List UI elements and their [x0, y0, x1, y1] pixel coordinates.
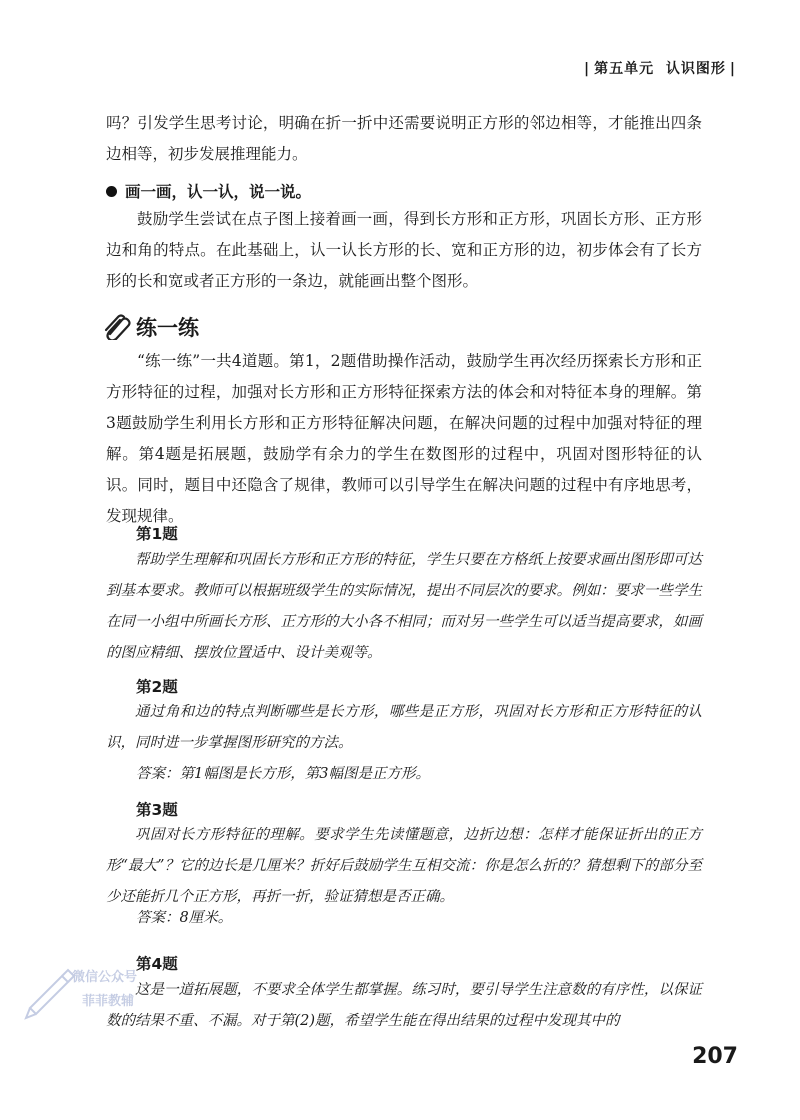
activity-heading: [106, 180, 311, 202]
running-head-unit: 第五单元: [594, 61, 655, 77]
watermark: [22, 960, 172, 1020]
question-4-title: 第4题: [136, 955, 178, 973]
question-2-title: 第2题: [136, 678, 178, 696]
question-2-text: 通过角和边的特点判断哪些是长方形，哪些是正方形，巩固对长方形和正方形特征的认识，同时进一步掌握图形研究的方法。: [106, 704, 702, 751]
activity-heading-text: 画一画，认一认，说一说。: [125, 183, 312, 201]
intro-paragraph: 吗？引发学生思考讨论，明确在折一折中还需要说明正方形的邻边相等，才能推出四条边相等，初步发展推理能力。: [106, 114, 702, 163]
practice-title-text: 练一练: [136, 316, 199, 340]
practice-section-title: [104, 312, 199, 342]
practice-intro: “练一练”一共4道题。第1，2题借助操作活动，鼓励学生再次经历探索长方形和正方形特征的过程，加强对长方形和正方形特征探索方法的体会和对特征本身的理解。第3题鼓励学生利用长方形和正方形特征解决问题，在解决问题的过程中加强对特征的理解。第4题是拓展题，鼓励学有余力的学生在数图形的过程中，巩固对图形特征的认识。同时，题目中还隐含了规律，教师可以引导学生在解决问题的过程中有序地思考，发现规律。: [106, 352, 702, 525]
question-4-text: 这是一道拓展题，不要求全体学生都掌握。练习时，要引导学生注意数的有序性，以保证数的结果不重、不漏。对于第(2)题，希望学生能在得出结果的过程中发现其中的: [106, 982, 702, 1029]
question-3-answer: 答案：8厘米。: [136, 910, 233, 926]
question-3-title: 第3题: [136, 801, 178, 819]
running-head: | 第五单元 认识图形 |: [584, 61, 736, 77]
watermark-line-1: 微信公众号: [72, 970, 138, 985]
watermark-line-2: 菲菲教辅: [82, 994, 135, 1009]
question-2-answer: 答案：第1幅图是长方形，第3幅图是正方形。: [136, 766, 430, 782]
question-1-title: 第1题: [136, 525, 178, 543]
bullet-icon: [106, 186, 117, 197]
page-number: 207: [692, 1044, 738, 1069]
question-3-text: 巩固对长方形特征的理解。要求学生先读懂题意，边折边想：怎样才能保证折出的正方形“最大”？它的边长是几厘米？折好后鼓励学生互相交流：你是怎么折的？猜想剩下的部分至少还能折几个正方形，再折一折，验证猜想是否正确。: [106, 827, 702, 905]
paperclip-icon: [104, 314, 132, 340]
running-head-title: 认识图形: [665, 61, 726, 77]
activity-paragraph: 鼓励学生尝试在点子图上接着画一画，得到长方形和正方形，巩固长方形、正方形边和角的特点。在此基础上，认一认长方形的长、宽和正方形的边，初步体会有了长方形的长和宽或者正方形的一条边，就能画出整个图形。: [106, 210, 702, 290]
question-1-text: 帮助学生理解和巩固长方形和正方形的特征，学生只要在方格纸上按要求画出图形即可达到基本要求。教师可以根据班级学生的实际情况，提出不同层次的要求。例如：要求一些学生在同一小组中所画长方形、正方形的大小各不相同；而对另一些学生可以适当提高要求，如画的图应精细、摆放位置适中、设计美观等。: [106, 552, 702, 661]
